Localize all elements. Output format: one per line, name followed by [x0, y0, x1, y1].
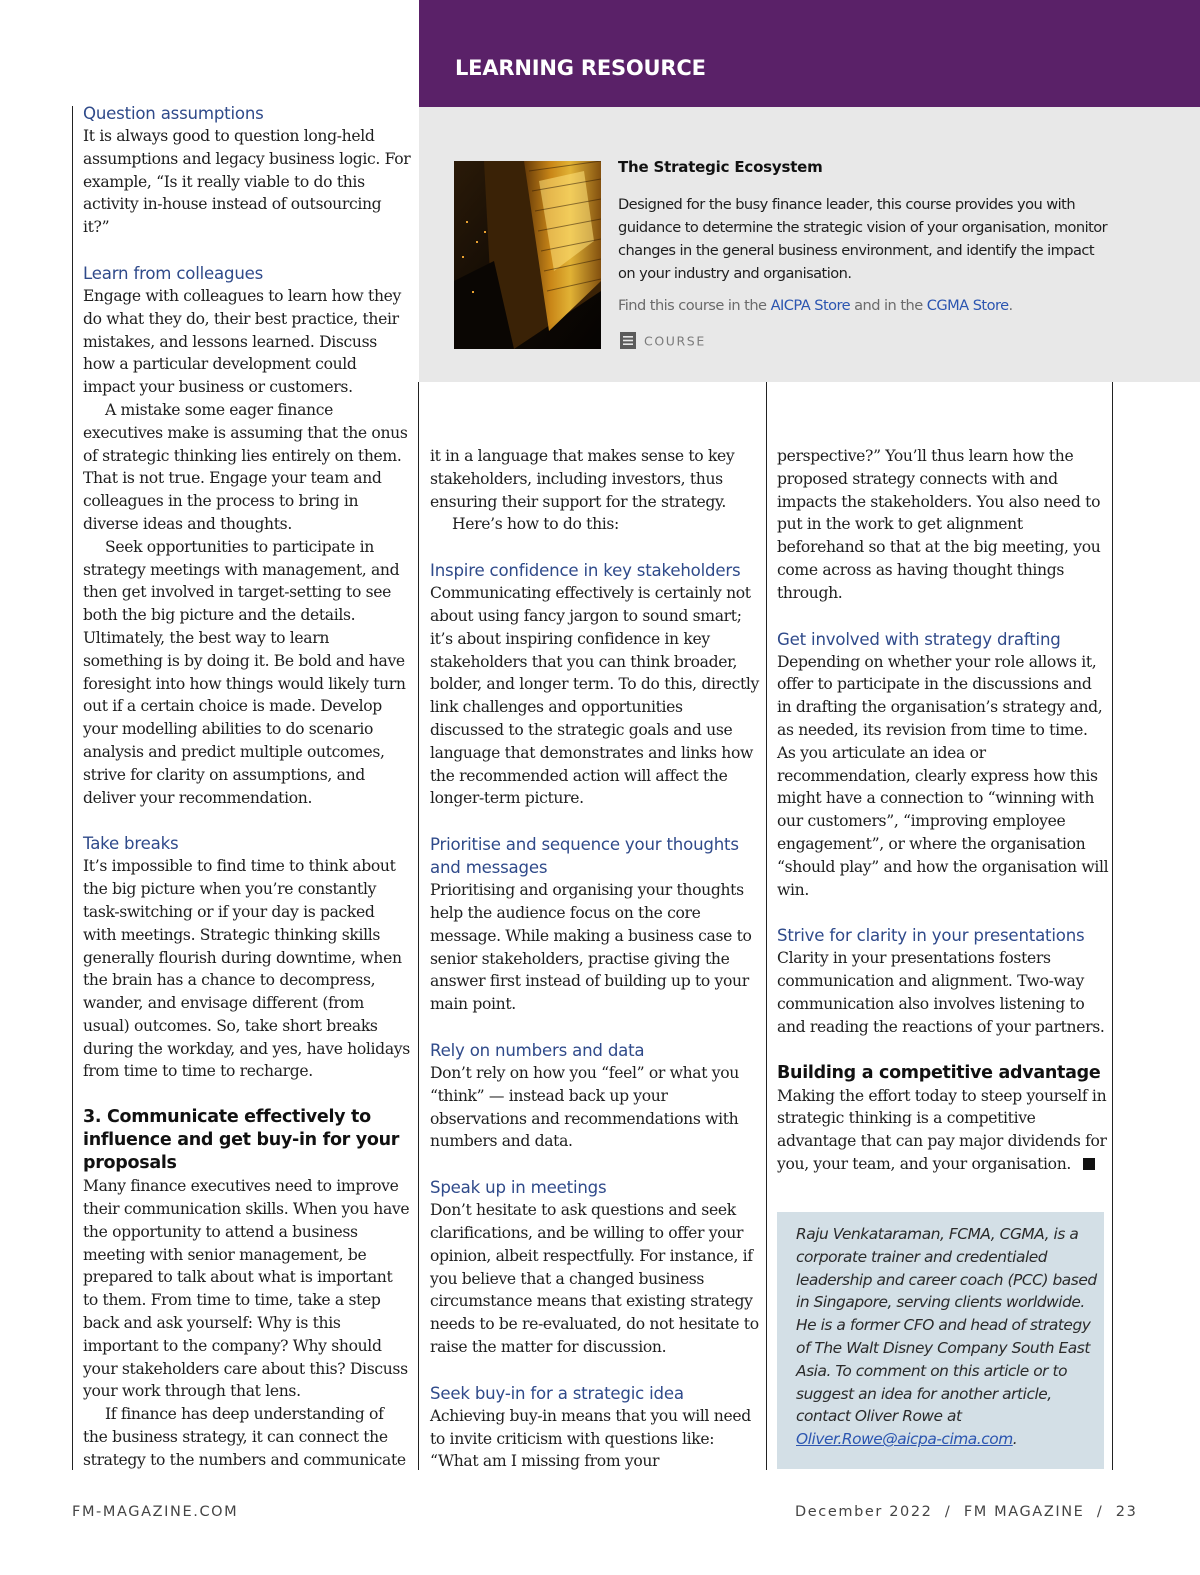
document-lines-icon — [620, 332, 636, 352]
course-tag-label: COURSE — [644, 333, 706, 349]
paragraph-strategy-drafting: Depending on whether your role allows it, offer to participate in the discussions and in drafting the organisation’s strategy and, as needed, its revision from time to time. As you articulate an idea or recommendation, clearly express how this might have a connection to “winning with our customers”, “improving employee engagement”, or where the organisation “should play” and how the organisation will win. — [777, 652, 1109, 899]
learning-resource-heading: LEARNING RESOURCE — [455, 56, 706, 80]
article-column-2 — [430, 445, 760, 1473]
cgma-store-link[interactable]: CGMA Store — [926, 297, 1009, 314]
course-availability — [618, 297, 1013, 314]
course-thumbnail-image[interactable] — [454, 161, 601, 349]
column-rule-left — [72, 106, 73, 1470]
subheading-prioritise: Prioritise and sequence your thoughts and messages — [430, 835, 739, 878]
paragraph-communicate-1: Many finance executives need to improve their communication skills. When you have the opportunity to attend a business meeting with senior management, be prepared to talk about what is important to them. From time to time, take a step back and ask yourself: Why is this important to the company? Why should your stakeholders care about this? Discuss your work through that lens. — [83, 1177, 410, 1401]
paragraph-advantage-text: Making the effort today to steep yourself in strategic thinking is a competitive advantage that can pay major dividends for you, your team, and your organisation. — [777, 1086, 1107, 1173]
paragraph-rely-on-data: Don’t rely on how you “feel” or what you “think” — instead back up your observations and recommendations with numbers and data. — [430, 1063, 739, 1151]
course-description: Designed for the busy finance leader, this course provides you with guidance to determine the strategic vision of your organisation, monitor changes in the general business environment, and identify the impact on your industry and organisation. — [618, 196, 1108, 282]
column-rule-middle — [418, 382, 419, 1470]
subheading-clarity: Strive for clarity in your presentations — [777, 926, 1085, 946]
column-rule-far-right — [1112, 382, 1113, 1470]
end-mark-icon — [1083, 1158, 1095, 1170]
course-title[interactable]: The Strategic Ecosystem — [618, 158, 823, 176]
paragraph-learn-2: A mistake some eager finance executives make is assuming that the onus of strategic thinking lies entirely on them. That is not true. Engage your team and colleagues in the process to bring in diverse ideas and thoughts. — [83, 400, 408, 533]
footer-issue-page: December 2022 / FM MAGAZINE / 23 — [795, 1504, 1138, 1520]
author-bio-text: Raju Venkataraman, FCMA, CGMA, is a corporate trainer and credentialed leadership and career coach (PCC) based in Singapore, serving clients worldwide. He is a former CFO and head of strategy of The Walt Disney Company South East Asia. To comment on this article or to suggest an idea for another article, contact Oliver Rowe at — [796, 1225, 1097, 1426]
find-suffix: . — [1008, 297, 1013, 314]
column-rule-right — [766, 382, 767, 1470]
paragraph-continued: it in a language that makes sense to key stakeholders, including investors, thus ensuring their support for the strategy. — [430, 447, 735, 511]
paragraph-take-breaks: It’s impossible to find time to think about the big picture when you’re constantly task-switching or if your day is packed with meetings. Strategic thinking skills generally flourish during downtime, when the brain has a chance to decompress, wander, and envisage different (from usual) outcomes. So, take short breaks during the workday, and yes, have holidays from time to time to recharge. — [83, 857, 410, 1081]
paragraph-advantage — [777, 1085, 1109, 1176]
subheading-speak-up: Speak up in meetings — [430, 1178, 607, 1198]
paragraph-question-assumptions: It is always good to question long-held assumptions and legacy business logic. For example, “Is it really viable to do this activity in-house instead of outsourcing it?” — [83, 127, 411, 237]
aicpa-store-link[interactable]: AICPA Store — [770, 297, 851, 314]
subheading-strategy-drafting: Get involved with strategy drafting — [777, 629, 1061, 649]
paragraph-communicate-2: If finance has deep understanding of the business strategy, it can connect the strategy to the numbers and communicate — [83, 1405, 406, 1469]
footer-site[interactable]: FM-MAGAZINE.COM — [72, 1504, 239, 1520]
article-column-3 — [777, 445, 1109, 1176]
paragraph-how-to: Here’s how to do this: — [452, 515, 619, 534]
course-tag — [620, 332, 706, 352]
subheading-take-breaks: Take breaks — [83, 834, 179, 854]
article-column-1 — [83, 102, 411, 1472]
section-heading-communicate: 3. Communicate effectively to influence and get buy-in for your proposals — [83, 1107, 400, 1174]
paragraph-inspire-confidence: Communicating effectively is certainly not about using fancy jargon to sound smart; it’s about inspiring confidence in key stakeholders that you can think broader, bolder, and longer term. To do this, directly link challenges and opportunities discussed to the strategic goals and use language that demonstrates and links how the recommended action will affect the longer-term picture. — [430, 584, 759, 808]
subheading-seek-buy-in: Seek buy-in for a strategic idea — [430, 1383, 684, 1403]
find-mid: and in the — [850, 297, 927, 314]
author-bio — [796, 1223, 1098, 1451]
paragraph-prioritise: Prioritising and organising your thoughts help the audience focus on the core message. While making a business case to senior stakeholders, practise giving the answer first instead of building up to your main point. — [430, 881, 752, 1014]
paragraph-seek-buy-in: Achieving buy-in means that you will need to invite criticism with questions like: “What am I missing from your — [430, 1406, 751, 1471]
learning-resource-banner — [419, 0, 1200, 107]
paragraph-clarity: Clarity in your presentations fosters communication and alignment. Two-way communication also involves listening to and reading the reactions of your partners. — [777, 949, 1105, 1036]
paragraph-speak-up: Don’t hesitate to ask questions and seek clarifications, and be willing to offer your opinion, albeit respectfully. For instance, if you believe that a changed business circumstance means that existing strategy needs to be re-evaluated, do not hesitate to raise the matter for discussion. — [430, 1201, 759, 1356]
paragraph-continued-3: perspective?” You’ll thus learn how the proposed strategy connects with and impacts the stakeholders. You also need to put in the work to get alignment beforehand so that at the big meeting, you come across as having thought things through. — [777, 447, 1101, 602]
paragraph-learn-3: Seek opportunities to participate in strategy meetings with management, and then get involved in target-setting to see both the big picture and the details. Ultimately, the best way to learn something is by doing it. Be bold and have foresight into how things would likely turn out if a certain choice is made. Develop your modelling abilities to do scenario analysis and predict multiple outcomes, strive for clarity on assumptions, and deliver your recommendation. — [83, 537, 406, 807]
author-bio-end: . — [1012, 1430, 1018, 1449]
paragraph-learn-1: Engage with colleagues to learn how they do what they do, their best practice, their mistakes, and lessons learned. Discuss how a particular development could impact your business or customers. — [83, 286, 401, 397]
subheading-question-assumptions: Question assumptions — [83, 104, 264, 123]
subheading-learn-from-colleagues: Learn from colleagues — [83, 263, 264, 283]
subheading-rely-on-data: Rely on numbers and data — [430, 1040, 645, 1060]
find-prefix: Find this course in the — [618, 297, 771, 314]
section-heading-advantage: Building a competitive advantage — [777, 1062, 1101, 1083]
author-email-link[interactable]: Oliver.Rowe@aicpa-cima.com — [796, 1430, 1013, 1449]
subheading-inspire-confidence: Inspire confidence in key stakeholders — [430, 561, 741, 581]
